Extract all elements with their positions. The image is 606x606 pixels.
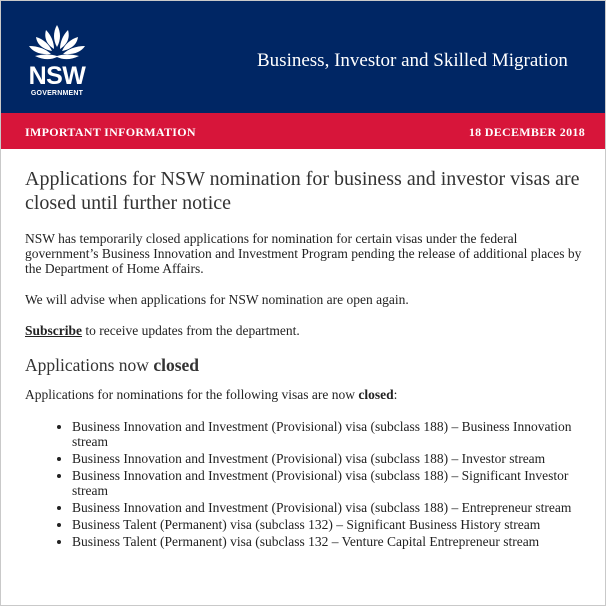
- list-item: • Business Innovation and Investment (Provisional) visa (subclass 188) – Business Innovation stream: [72, 419, 585, 449]
- banner-label: IMPORTANT INFORMATION: [25, 125, 196, 139]
- header-title: Business, Investor and Skilled Migration: [257, 50, 568, 71]
- waratah-icon: [21, 23, 93, 63]
- nsw-government-logo: [21, 23, 93, 103]
- subheading-emphasis: closed: [153, 355, 200, 375]
- subscribe-link[interactable]: Subscribe: [25, 323, 83, 338]
- list-item: • Business Innovation and Investment (Provisional) visa (subclass 188) – Investor stream: [72, 451, 585, 466]
- list-item: • Business Innovation and Investment (Provisional) visa (subclass 188) – Significant Investor stream: [72, 468, 585, 498]
- advice-paragraph: We will advise when applications for NSW nomination are open again.: [25, 292, 409, 307]
- list-item: • Business Talent (Permanent) visa (subclass 132) – Significant Business History stream: [72, 517, 585, 532]
- email-content: [25, 167, 585, 551]
- subscribe-rest: to receive updates from the department.: [82, 323, 300, 338]
- logo-wordmark: NSW: [28, 62, 86, 90]
- closed-subheading: [25, 355, 585, 375]
- list-item: • Business Innovation and Investment (Provisional) visa (subclass 188) – Entrepreneur stream: [72, 500, 585, 515]
- logo-subtext: GOVERNMENT: [30, 90, 84, 97]
- banner-date: 18 DECEMBER 2018: [468, 125, 585, 139]
- list-intro-emphasis: closed: [358, 387, 394, 402]
- intro-paragraph: NSW has temporarily closed applications for nomination for certain visas under the federal government’s Business Innovation and Investment Program pending the release of additional places by the Department of Home Affairs.: [25, 231, 582, 276]
- closed-visa-list: [25, 419, 585, 549]
- list-intro-suffix: :: [393, 387, 398, 402]
- list-intro-prefix: Applications for nominations for the following visas are now: [25, 387, 359, 402]
- header: [1, 1, 606, 113]
- main-heading: Applications for NSW nomination for business and investor visas are closed until further notice: [25, 168, 580, 214]
- subheading-prefix: Applications now: [25, 355, 154, 375]
- list-intro: [25, 387, 585, 402]
- list-item: • Business Talent (Permanent) visa (subclass 132 – Venture Capital Entrepreneur stream: [72, 534, 585, 549]
- subscribe-paragraph: [25, 323, 585, 338]
- important-info-banner: [1, 113, 606, 149]
